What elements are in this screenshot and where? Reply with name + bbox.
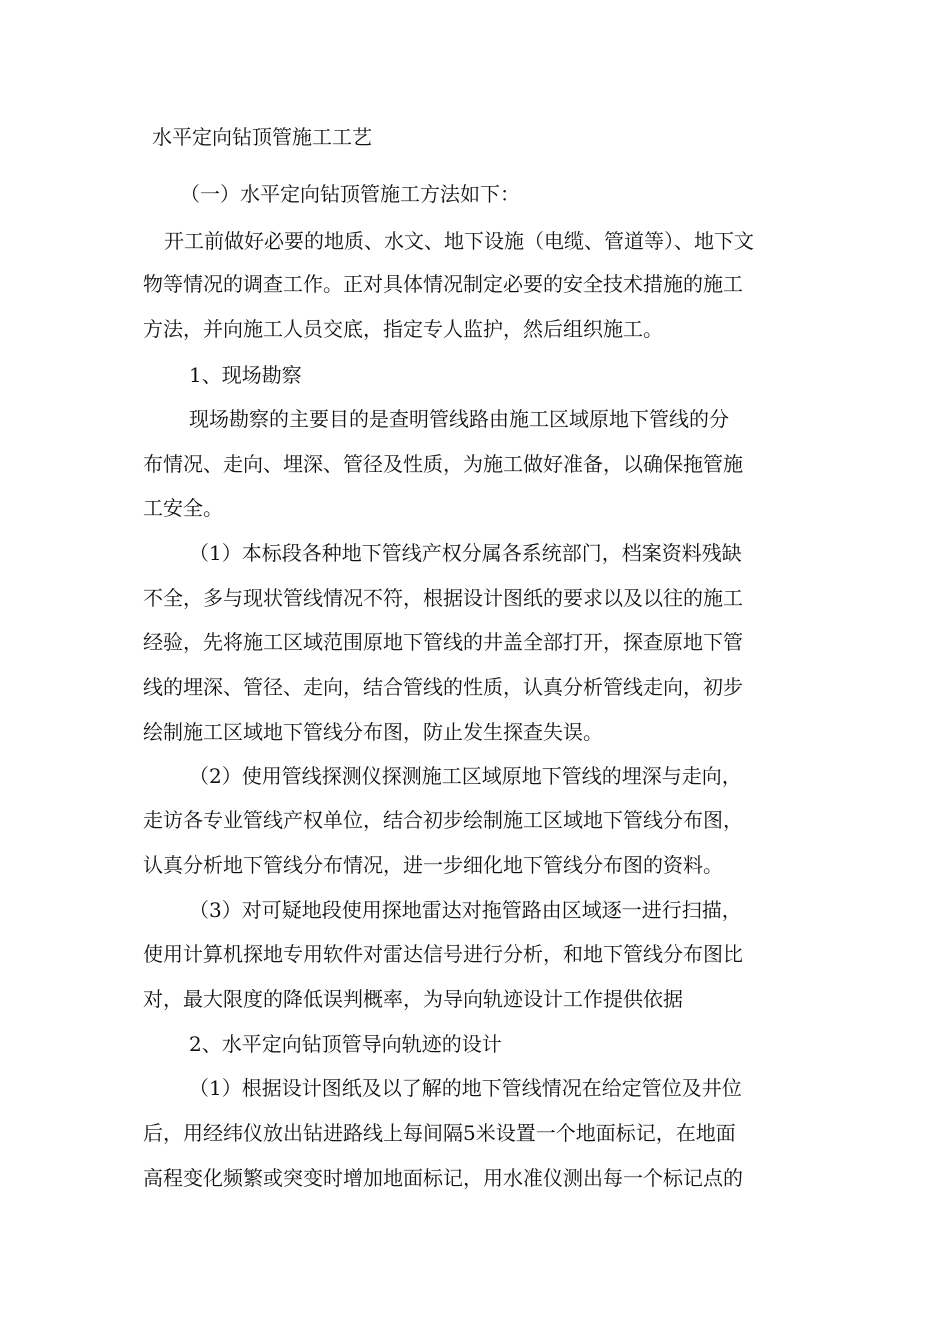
paragraph-line: 现场勘察的主要目的是查明管线路由施工区域原地下管线的分 xyxy=(189,407,729,431)
paragraph-line: 认真分析地下管线分布情况，进一步细化地下管线分布图的资料。 xyxy=(143,853,723,877)
document-title: 水平定向钻顶管施工工艺 xyxy=(152,125,372,149)
section-heading: （一）水平定向钻顶管施工方法如下： xyxy=(180,182,520,206)
paragraph-line: 布情况、走向、埋深、管径及性质，为施工做好准备，以确保拖管施 xyxy=(143,452,743,476)
paragraph-line: 方法，并向施工人员交底，指定专人监护，然后组织施工。 xyxy=(143,317,663,341)
subsection-heading: 2、水平定向钻顶管导向轨迹的设计 xyxy=(189,1032,502,1056)
paragraph-line: 高程变化频繁或突变时增加地面标记，用水准仪测出每一个标记点的 xyxy=(143,1166,743,1190)
paragraph-line: 走访各专业管线产权单位，结合初步绘制施工区域地下管线分布图， xyxy=(143,808,743,832)
paragraph-line: （2）使用管线探测仪探测施工区域原地下管线的埋深与走向， xyxy=(189,764,742,788)
paragraph-line: 物等情况的调查工作。正对具体情况制定必要的安全技术措施的施工 xyxy=(143,272,743,296)
paragraph-line: （1）根据设计图纸及以了解的地下管线情况在给定管位及井位 xyxy=(189,1076,742,1100)
paragraph-line: 开工前做好必要的地质、水文、地下设施（电缆、管道等）、地下文 xyxy=(164,229,754,253)
paragraph-line: 使用计算机探地专用软件对雷达信号进行分析，和地下管线分布图比 xyxy=(143,942,743,966)
paragraph-line: 不全，多与现状管线情况不符，根据设计图纸的要求以及以往的施工 xyxy=(143,586,743,610)
paragraph-line: 工安全。 xyxy=(143,496,223,520)
paragraph-line: （1）本标段各种地下管线产权分属各系统部门，档案资料残缺 xyxy=(189,541,742,565)
paragraph-line: 绘制施工区域地下管线分布图，防止发生探查失误。 xyxy=(143,720,603,744)
paragraph-line: 对，最大限度的降低误判概率，为导向轨迹设计工作提供依据 xyxy=(143,987,683,1011)
paragraph-line: （3）对可疑地段使用探地雷达对拖管路由区域逐一进行扫描， xyxy=(189,898,742,922)
subsection-heading: 1、现场勘察 xyxy=(189,363,302,387)
paragraph-line: 线的埋深、管径、走向，结合管线的性质，认真分析管线走向，初步 xyxy=(143,675,743,699)
paragraph-line: 后，用经纬仪放出钻进路线上每间隔5米设置一个地面标记，在地面 xyxy=(143,1121,736,1145)
paragraph-line: 经验，先将施工区域范围原地下管线的井盖全部打开，探查原地下管 xyxy=(143,630,743,654)
